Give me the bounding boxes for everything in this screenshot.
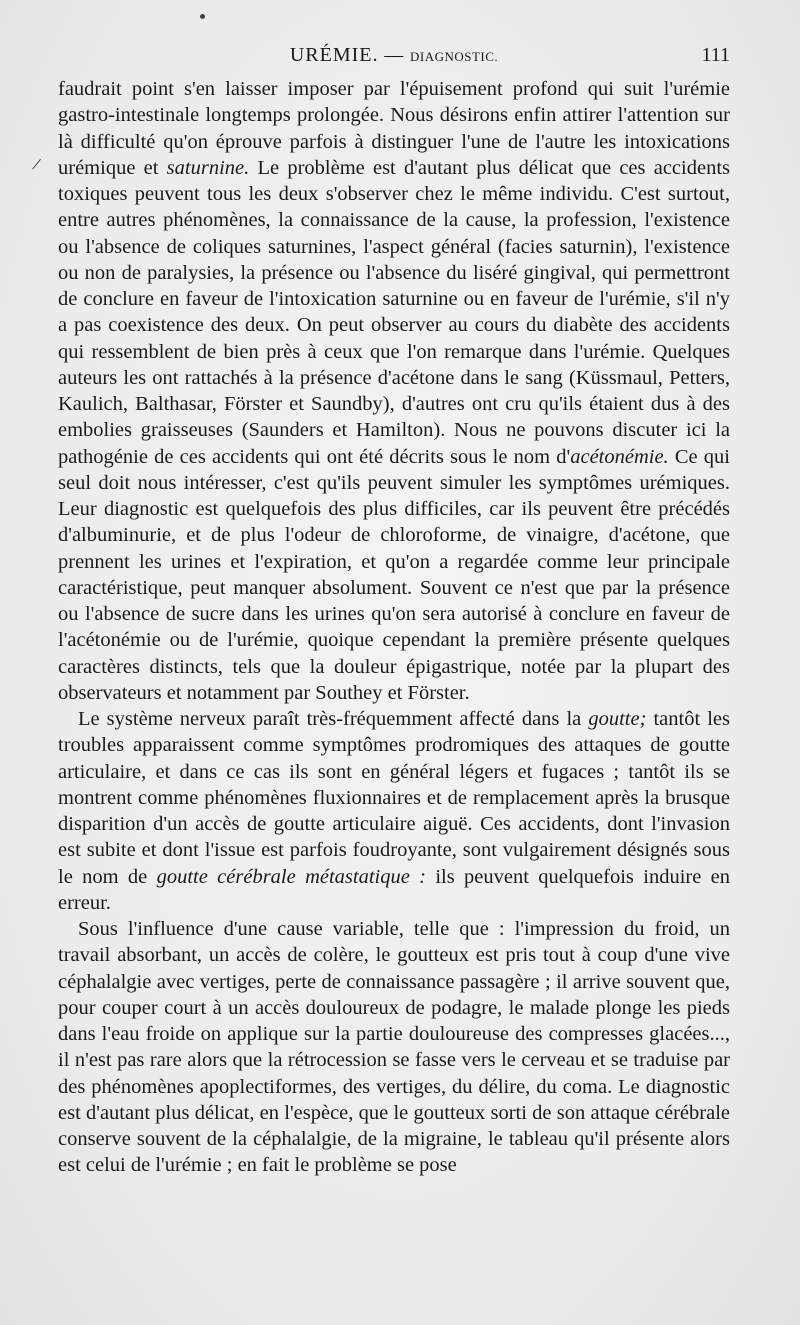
ink-speck (200, 14, 205, 19)
running-header (58, 42, 730, 72)
text-run: Le système nerveux paraît très-fréquemment affecté dans la (78, 708, 589, 730)
running-title-dash: — (378, 45, 410, 66)
running-title (58, 44, 730, 67)
paragraph (58, 76, 730, 706)
paragraph (58, 916, 730, 1179)
text-run: Sous l'influence d'une cause variable, telle que : l'impression du froid, un travail absorbant, un accès de colère, le goutteux est pris tout à coup d'une vive céphalalgie avec vertiges, perte de connaissance passagère ; il arrive souvent que, pour couper court à un accès douloureux de podagre, le malade plonge les pieds dans l'eau froide on applique sur la partie douloureuse des compresses glacées..., il n'est pas rare alors que la rétrocession se fasse vers le cerveau et se traduise par des phénomènes apoplectiformes, des vertiges, du délire, du coma. Le diagnostic est d'autant plus délicat, en l'espèce, que le goutteux sorti de son attaque cérébrale conserve souvent de la céphalalgie, de la migraine, le tableau qu'il présente alors est celui de l'urémie ; en fait le problème se pose (58, 918, 730, 1177)
margin-mark: / (30, 153, 43, 175)
italic-text: saturnine. (166, 156, 250, 179)
text-run: tantôt les troubles apparaissent comme symptômes prodromiques des attaques de goutte articulaire, et dans ce cas ils sont en général légers et fugaces ; tantôt ils se montrent comme phénomènes fluxionnaires et de remplacement après la brusque disparition d'un accès de goutte articulaire aiguë. Ces accidents, dont l'invasion est subite et dont l'issue est parfois foudroyante, sont vulgairement désignés sous le nom de (58, 708, 730, 888)
running-title-main: URÉMIE. (289, 44, 379, 66)
italic-text: acétonémie. (570, 445, 669, 468)
running-title-sub: DIAGNOSTIC. (409, 49, 499, 64)
text-run: ils peuvent quelquefois induire en erreur. (58, 865, 730, 914)
italic-text: goutte; (588, 708, 647, 730)
italic-text: goutte cérébrale métastatique : (156, 865, 426, 888)
text-run: faudrait point s'en laisser imposer par l'épuisement profond qui suit l'urémie gastro-intestinale longtemps prolongée. Nous désirons enfin attirer l'attention sur là difficulté qu'on éprouve parfois à distinguer l'une de l'autre les intoxications urémique et (58, 78, 730, 179)
page-number: 111 (701, 44, 730, 66)
body-text (58, 76, 730, 1179)
text-run: Ce qui seul doit nous intéresser, c'est qu'ils peuvent simuler les symptômes urémiques. Leur diagnostic est quelquefois des plus difficiles, car ils peuvent être précédés d'albuminurie, et de plus l'odeur de chloroforme, de vinaigre, d'acétone, que prennent les urines et l'expiration, et qu'on a regardée comme leur principale caractéristique, peut manquer absolument. Souvent ce n'est que par la présence ou l'absence de sucre dans les urines qu'on sera autorisé à conclure en faveur de l'acétonémie ou de l'urémie, quoique cependant la première présente quelques caractères distincts, tels que la douleur épigastrique, notée par la plupart des observateurs et notamment par Southey et Förster. (58, 445, 731, 704)
paragraph (58, 706, 730, 916)
text-run: Le problème est d'autant plus délicat que ces accidents toxiques peuvent tous les deux s'observer chez le même individu. C'est surtout, entre autres phénomènes, la connaissance de la cause, la profession, l'existence ou l'absence de coliques saturnines, l'aspect général (facies saturnin), l'existence ou non de paralysies, la présence ou l'absence du liséré gingival, qui permettront de conclure en faveur de l'intoxication saturnine ou en faveur de l'urémie, s'il n'y a pas coexistence des deux. On peut observer au cours du diabète des accidents qui ressemblent de bien près à ceux que l'on remarque dans l'urémie. Quelques auteurs les ont rattachés à la présence d'acétone dans le sang (Küssmaul, Petters, Kaulich, Balthasar, Förster et Saundby), d'autres ont cru qu'ils étaient dus à des embolies graisseuses (Saunders et Hamilton). Nous ne pouvons discuter ici la pathogénie de ces accidents qui ont été décrits sous le nom d' (58, 156, 730, 468)
